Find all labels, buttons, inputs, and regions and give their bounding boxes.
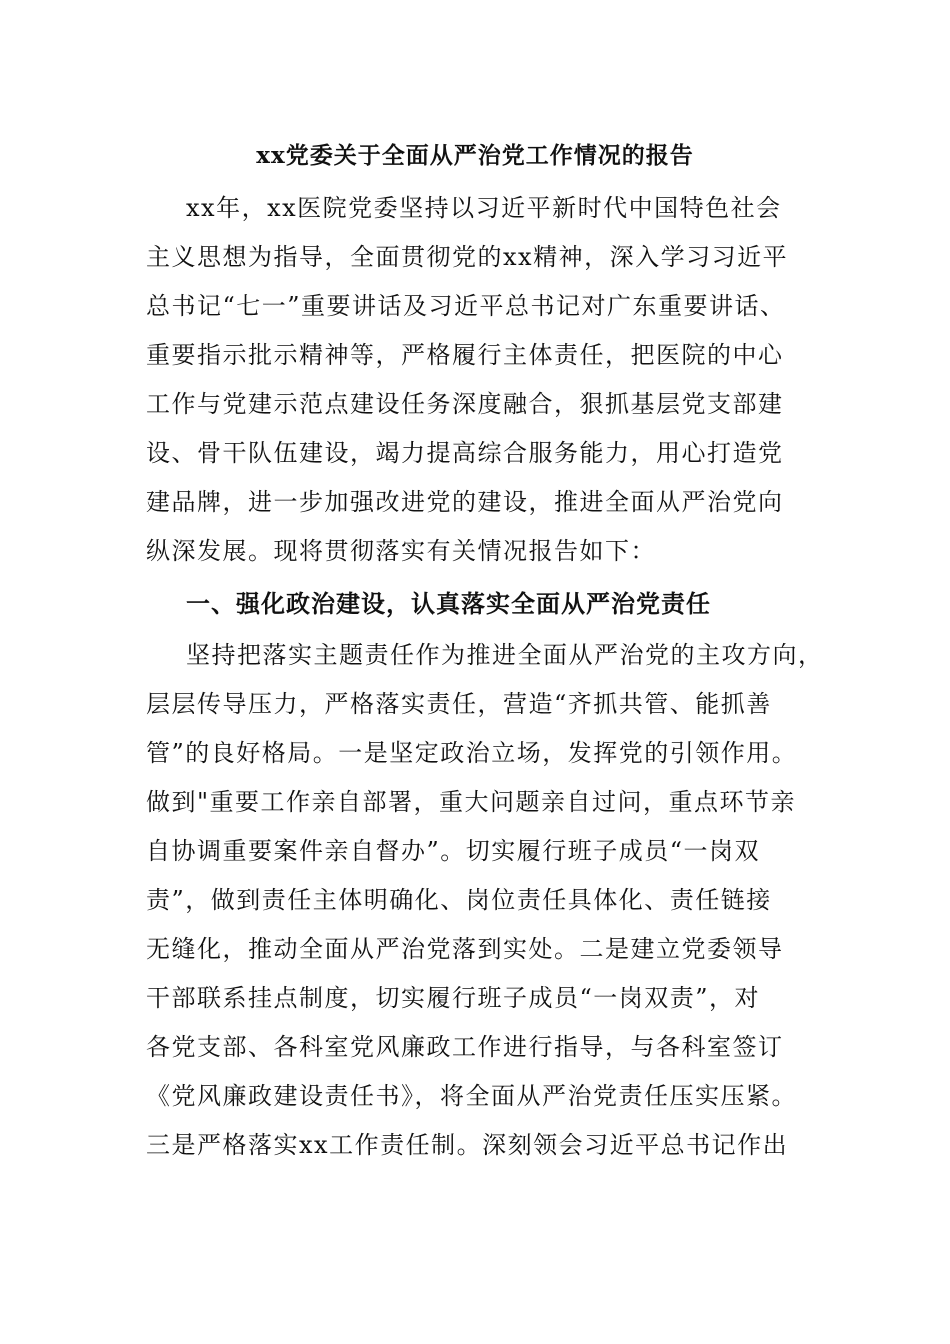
paragraph-line: 纵深发展。现将贯彻落实有关情况报告如下： <box>146 537 656 565</box>
paragraph-line: xx年，xx医院党委坚持以习近平新时代中国特色社会 <box>186 194 782 222</box>
document-title: xx党委关于全面从严治党工作情况的报告 <box>256 142 694 169</box>
paragraph-line: 设、骨干队伍建设，竭力提高综合服务能力，用心打造党 <box>146 439 784 467</box>
paragraph-line: 干部联系挂点制度，切实履行班子成员“一岗双责”，对 <box>146 984 761 1012</box>
paragraph-line: 自协调重要案件亲自督办”。切实履行班子成员“一岗双 <box>146 837 761 865</box>
paragraph-line: 三是严格落实xx工作责任制。深刻领会习近平总书记作出 <box>146 1131 789 1159</box>
paragraph-line: 层层传导压力，严格落实责任，营造“齐抓共管、能抓善 <box>146 690 772 718</box>
paragraph-line: 《党风廉政建设责任书》，将全面从严治党责任压实压紧。 <box>146 1082 797 1110</box>
paragraph-line: 坚持把落实主题责任作为推进全面从严治党的主攻方向， <box>186 641 824 669</box>
paragraph-line: 主义思想为指导，全面贯彻党的xx精神，深入学习习近平 <box>146 243 789 271</box>
paragraph-line: 各党支部、各科室党风廉政工作进行指导，与各科室签订 <box>146 1033 784 1061</box>
paragraph-line: 建品牌，进一步加强改进党的建设，推进全面从严治党向 <box>146 488 784 516</box>
section-heading: 一、强化政治建设，认真落实全面从严治党责任 <box>186 589 711 618</box>
paragraph-line: 工作与党建示范点建设任务深度融合，狠抓基层党支部建 <box>146 390 784 418</box>
paragraph-line: 无缝化，推动全面从严治党落到实处。二是建立党委领导 <box>146 935 784 963</box>
paragraph-line: 总书记“七一”重要讲话及习近平总书记对广东重要讲话、 <box>146 292 786 320</box>
paragraph-line: 管”的良好格局。一是坚定政治立场，发挥党的引领作用。 <box>146 739 798 767</box>
paragraph-line: 重要指示批示精神等，严格履行主体责任，把医院的中心 <box>146 341 784 369</box>
paragraph-line: 责”，做到责任主体明确化、岗位责任具体化、责任链接 <box>146 886 772 914</box>
paragraph-line: 做到"重要工作亲自部署，重大问题亲自过问，重点环节亲 <box>146 788 797 816</box>
